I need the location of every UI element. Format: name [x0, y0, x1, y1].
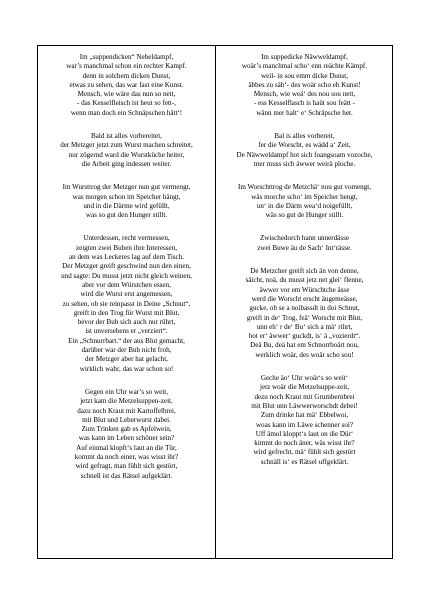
poem-line: wenn man doch ein Schnäpschen hätt‘!: [70, 108, 183, 117]
poem-line: wird gefrecht, mä‘ fühlt sich gestört: [253, 448, 356, 457]
poem-line: ist unversehens er „verziert“.: [85, 327, 168, 336]
poem-line: De Metzcher greift sich än von denne,: [250, 267, 359, 276]
poem-line: säicht, noä, du musst jetz net glei‘ flenne,: [245, 276, 364, 285]
poem-line: der Metzger aber hat gelacht,: [85, 355, 168, 364]
poem-line: greift in den Trog für Wurst mit Blut,: [73, 308, 180, 317]
poem-line: Im suppedicke Näwweldampf,: [261, 53, 348, 61]
poem-line: schnäll is‘ es Rätsel uffgeklärt.: [260, 457, 349, 466]
poem-line: was kann im Leben schöner sein?: [78, 434, 175, 443]
stanza: [216, 267, 393, 360]
stanza: [38, 132, 215, 169]
poem-line: wäs so gut de Hunger stillt.: [265, 211, 344, 220]
poem-line: hot er‘ äwwer‘ guckdt, is‘ ä „vozierdt“.: [248, 332, 361, 341]
poem-line: kimmt do noch äner, wäs wisst ihr?: [254, 439, 355, 448]
poem-line: Zum drinke hat mä‘ Ebbelwoi,: [260, 411, 349, 420]
stanza: [38, 53, 215, 118]
poem-line: kommt da noch einer, was wisst ihr?: [74, 452, 179, 461]
poem-line: äbbes zu säh‘- des woär scho eh Kunst!: [248, 80, 361, 89]
poem-line: werklich woär, des woär scho sou!: [255, 350, 354, 359]
standard-german-column: [38, 53, 215, 495]
poem-line: nur zögernd ward die Wurstküche heiter,: [68, 150, 185, 159]
poem-line: was morgen schon im Speicher hängt,: [72, 192, 181, 201]
stanza: [38, 234, 215, 373]
poem-line: wänn mer halt‘ e‘ Schräpsche het.: [256, 108, 353, 117]
poem-line: De Näwweldampf hot sich foangsoam vozoche,: [236, 150, 373, 159]
poem-line: mit Blut und Leberwurst dabei.: [82, 415, 171, 424]
poem-line: - das Kesselfleisch ist heut so fett-,: [76, 99, 177, 108]
poem-line: wird gefragt, man fühlt sich gestört,: [75, 462, 178, 471]
poem-line: mit Blut unn Läwwerworschdt debei!: [251, 401, 358, 410]
poem-line: Der Metzger greift geschwind nun den einen,: [62, 262, 191, 271]
poem-line: und in die Därme wird gefüllt,: [83, 201, 170, 210]
poem-line: Im Worschttrog de Metzchä‘ nou gut vomengt,: [237, 183, 372, 192]
poem-line: Mensch, wie weä‘ des nou sou nett,: [253, 90, 356, 99]
poem-line: wird die Wurst erst angemessen,: [80, 290, 173, 299]
poem-line: wäs morche scho‘ im Speicher hengt,: [251, 192, 358, 201]
poem-line: un‘ in die Därm wea‘d noigefüllt,: [256, 201, 353, 210]
poem-table: [37, 45, 393, 559]
poem-line: denn in solchem dicken Dunst,: [82, 71, 171, 80]
poem-line: was so gut den Hunger stillt.: [85, 211, 168, 220]
poem-line: Gegen ein Uhr war’s so weit,: [84, 387, 168, 396]
poem-line: Im „suppendicken“ Nebeldampf,: [79, 53, 174, 61]
poem-line: äwwer vor em Würschtche ässe: [259, 285, 350, 294]
poem-line: aber vor dem Würstchen essen,: [82, 280, 171, 289]
dialect-column: [216, 53, 393, 481]
poem-line: schnell ist das Rätsel aufgeklärt.: [80, 471, 173, 480]
poem-line: Mensch, wie wäre das nun so nett,: [77, 90, 176, 99]
poem-line: gucke, ob se a noibassdt in doi Schnut,: [249, 304, 360, 313]
poem-line: zu sehen, ob sie reinpasst in Deine „Schnut“,: [62, 299, 191, 308]
poem-line: etwas zu sehen, das war fast eine Kunst.: [69, 80, 184, 89]
poem-line: Uff ämol kloppt‘s laut on die Dür‘: [255, 429, 354, 438]
poem-line: - ess Kesselflasch is haüt sou feätt -: [253, 99, 356, 108]
stanza: [216, 183, 393, 220]
poem-line: greift in de‘ Trog, feä‘ Worscht mit Blut,: [246, 313, 363, 322]
poem-line: darüber war der Bub nicht froh,: [81, 346, 172, 355]
stanza: [216, 132, 393, 169]
poem-line: an dem was Leckeres lag auf dem Tisch.: [68, 253, 185, 262]
poem-line: wirklich wahr, das war schon so!: [79, 364, 174, 373]
poem-line: die Arbeit ging indessen weiter.: [81, 159, 172, 168]
poem-line: woär’s manchmal scho‘ enn reächte Kämpf.: [241, 62, 368, 71]
poem-line: Ein „Schnurrbart.“ der aus Blut gemacht,: [68, 336, 185, 345]
poem-line: Im Wursttrog der Metzger nun gut vermengt,: [62, 183, 191, 192]
poem-line: Auf einmal klopft‘s laut an die Tür,: [76, 443, 177, 452]
poem-line: unn eh‘ r de‘ Bu‘ sich a mä‘ rihrt,: [256, 322, 353, 331]
poem-line: dezu noch Kraut mit Grumbernbrei: [254, 392, 355, 401]
poem-line: fer die Worscht, es wädd a‘ Zeit,: [258, 141, 351, 150]
poem-line: Deä Bu, deä hat em Schnorrboärt nou,: [250, 341, 359, 350]
poem-line: zeigten zwei Buben ihre Interessen,: [75, 243, 178, 252]
poem-line: jetz woär die Metzelsuppe-zeit,: [259, 383, 350, 392]
stanza: [216, 234, 393, 253]
poem-line: werd die Worscht erscht äugemeässe,: [251, 294, 358, 303]
poem-line: Bal is alles vorbereit,: [274, 132, 335, 141]
poem-line: Zwischedorch hann unnerdässe: [259, 234, 350, 243]
poem-line: woas kann im Läwe schenner soi?: [255, 420, 354, 429]
stanza: [216, 374, 393, 467]
poem-line: jetzt kam die Metzelsuppen-zeit,: [80, 397, 173, 406]
poem-line: weil- in sou emm dicke Dunst,: [260, 71, 349, 80]
poem-line: Bald ist alles vorbereitet,: [91, 132, 162, 141]
poem-line: und sagte: Du musst jetzt nicht gleich weinen,: [61, 271, 192, 280]
stanza: [38, 183, 215, 220]
poem-line: Zum Trinken gab es Apfelwein,: [81, 425, 172, 434]
stanza: [38, 388, 215, 481]
poem-line: zwei Buwe äu de Sach‘ Int‘rässe.: [257, 243, 352, 252]
poem-line: der Metzger jetzt zum Wurst machen schreitet,: [60, 141, 193, 150]
poem-line: Geche äo‘ Uhr woär‘s so weit‘: [260, 374, 349, 383]
poem-line: war’s manchmal schon ein rechter Kampf.: [66, 62, 187, 71]
poem-line: dazu noch Kraut mit Kartoffelbrei,: [77, 406, 176, 415]
poem-line: mer muss sich äwwer weirä ploche.: [253, 159, 356, 168]
poem-line: Unterdessen, recht vermessen,: [83, 234, 170, 243]
poem-line: bevor der Bub sich auch nur rührt,: [77, 318, 176, 327]
stanza: [216, 53, 393, 118]
